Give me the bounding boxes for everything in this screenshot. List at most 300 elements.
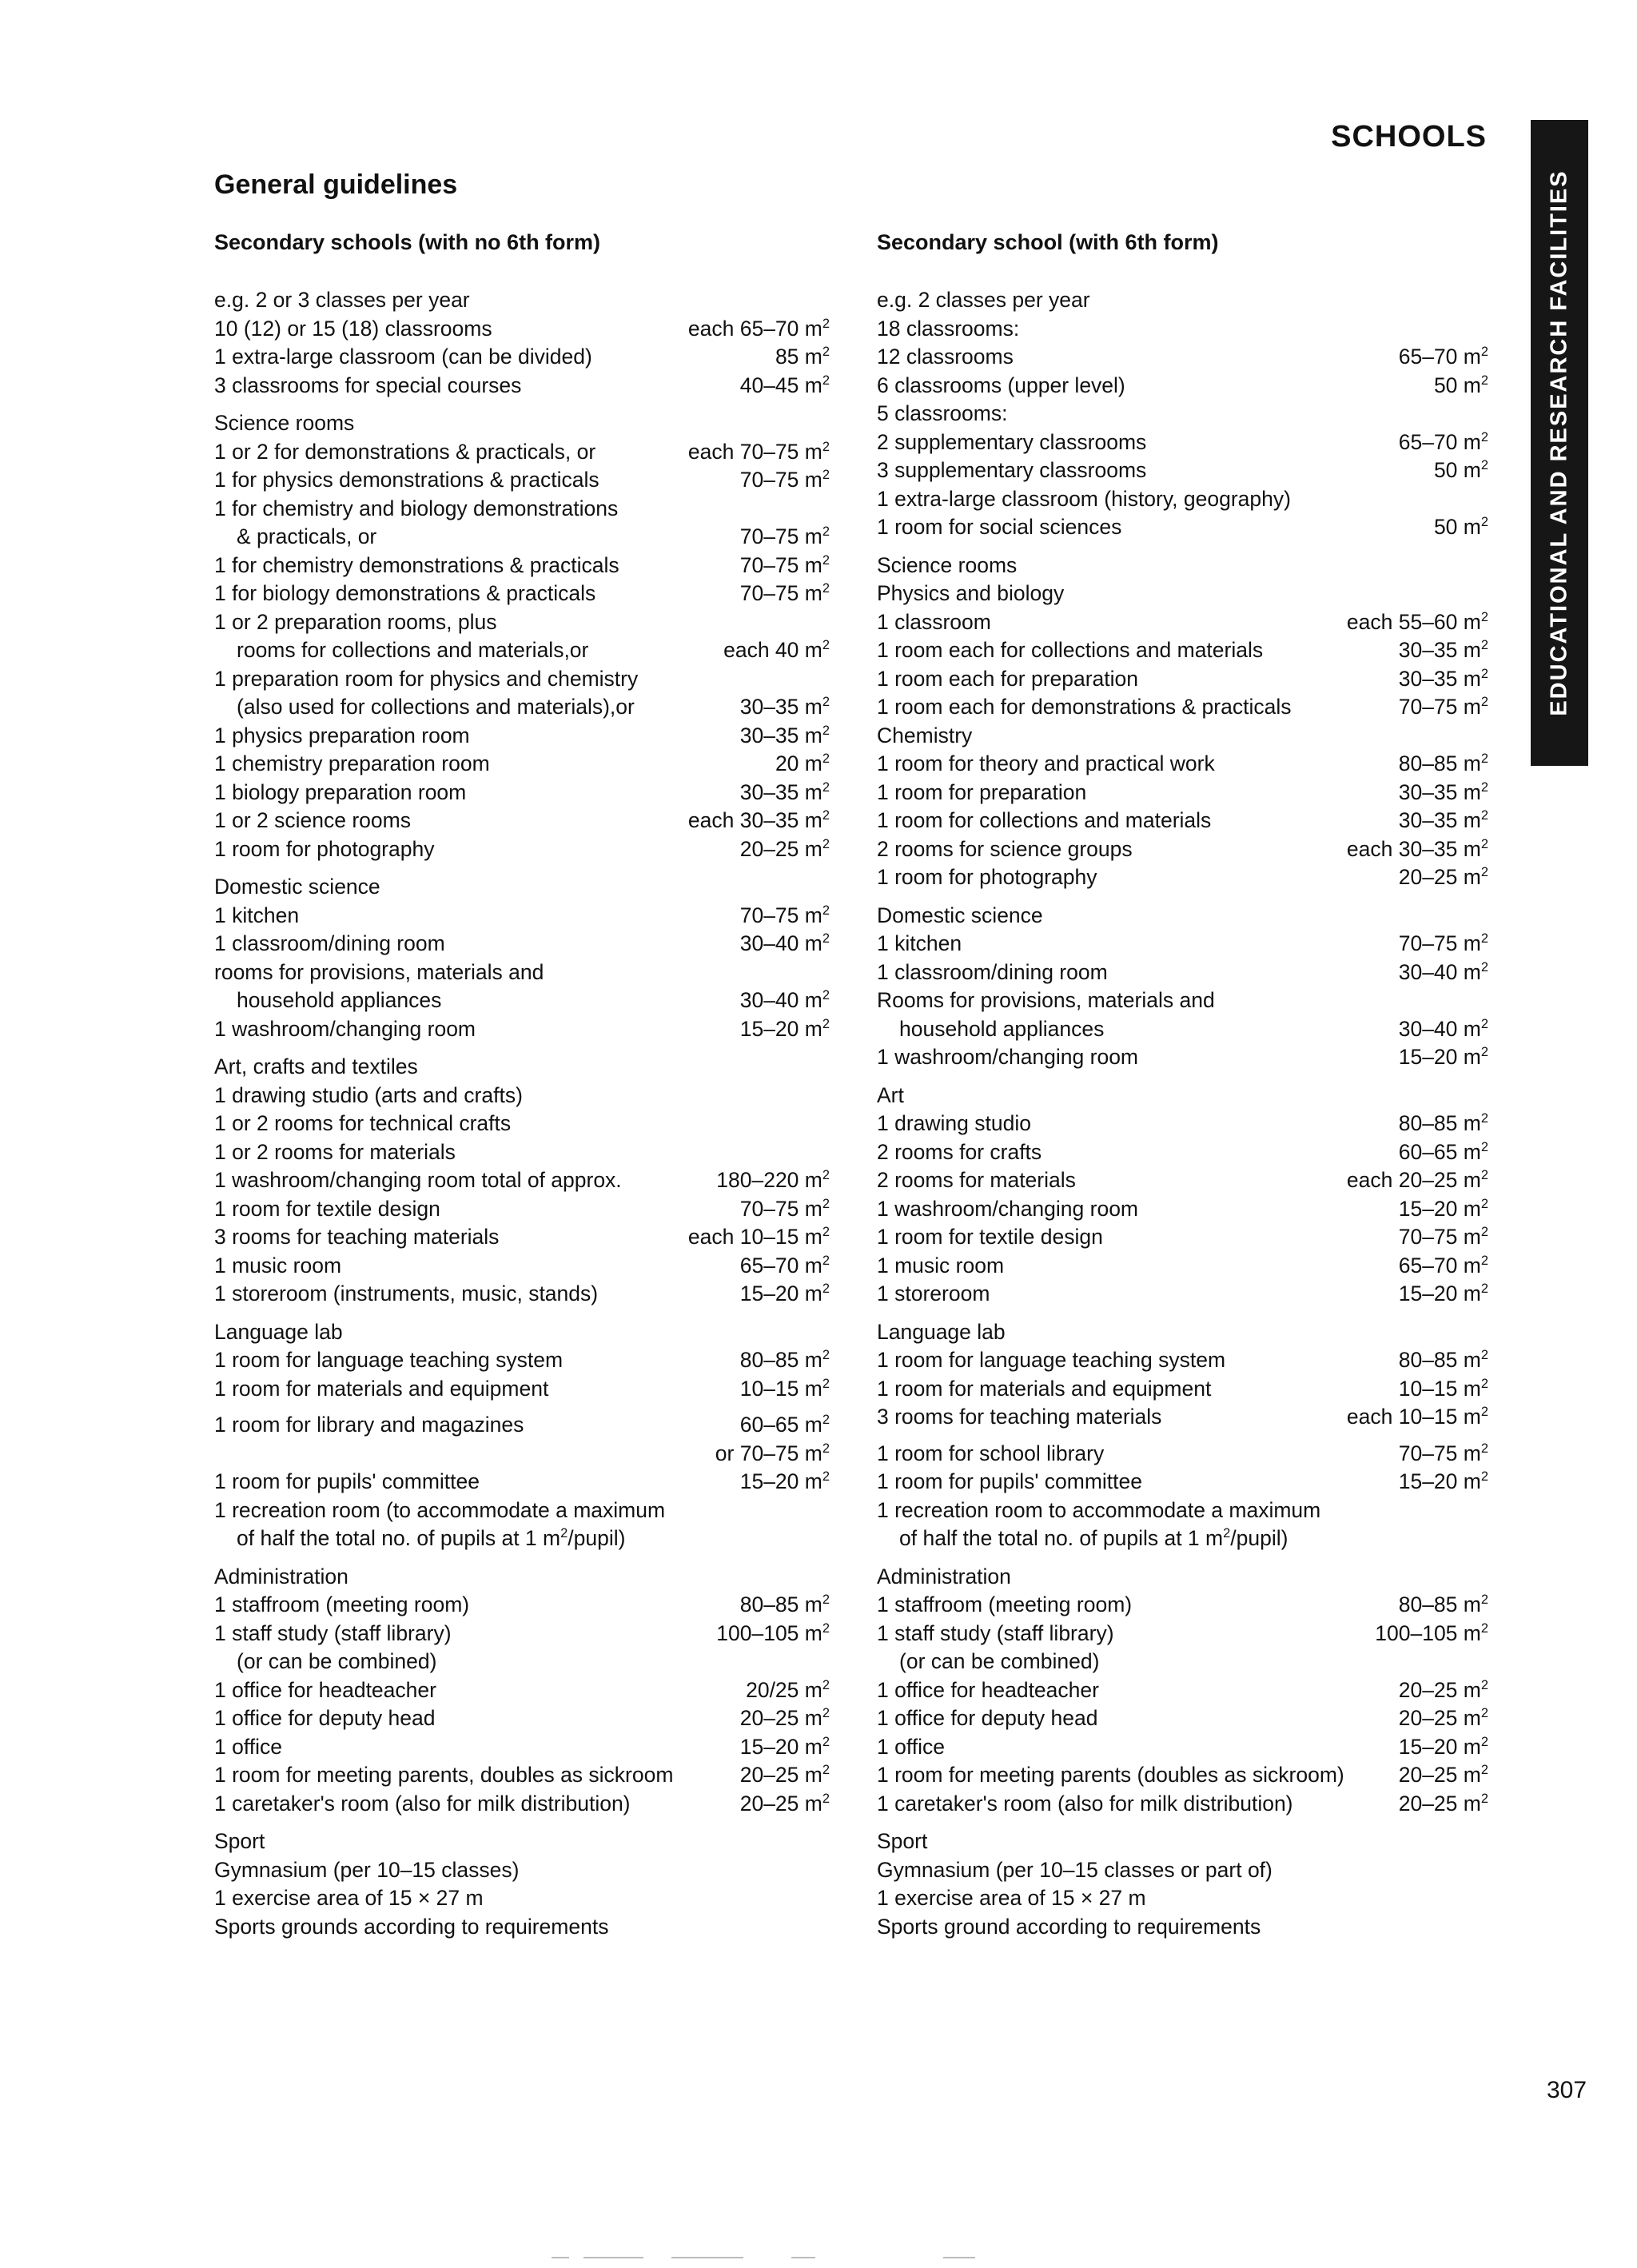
guideline-row [214,1525,830,1553]
area-value: 20–25 $m^2$ [1398,1763,1488,1787]
room-label: 1 for chemistry and biology demonstrations [214,496,619,520]
guideline-row [877,1043,1488,1072]
room-label: Rooms for provisions, materials and [877,988,1215,1012]
guideline-row [214,1856,830,1885]
room-label: Sport [214,1829,265,1853]
room-label: Physics and biology [877,581,1065,605]
superscript-two: 2 [1480,373,1488,388]
guideline-row [877,1110,1488,1138]
room-label: 1 kitchen [877,931,962,955]
superscript-two: 2 [822,581,830,596]
guideline-row [214,1761,830,1790]
guideline-row [214,466,830,495]
room-label: Domestic science [214,875,380,899]
guideline-row [877,1761,1488,1790]
room-label: Art [877,1082,904,1107]
superscript-two: 2 [822,751,830,767]
superscript-two: 2 [1480,1620,1488,1636]
superscript-two: 2 [822,723,830,738]
area-value: 80–85 $m^2$ [1398,1592,1488,1616]
guideline-row [214,580,830,608]
room-label: 1 biology preparation room [214,779,467,804]
guideline-row [214,1828,830,1856]
room-label: 1 classroom [877,609,991,634]
guideline-row [877,750,1488,779]
room-label: (or can be combined) [237,1649,437,1673]
superscript-two: 2 [822,468,830,483]
guideline-row [877,485,1488,514]
area-value: 30–35 $m^2$ [1398,779,1488,804]
superscript-two: 2 [1480,865,1488,880]
guideline-row [877,1676,1488,1705]
area-value: 30–40 $m^2$ [1398,1016,1488,1041]
guideline-row [877,1704,1488,1733]
guideline-section [877,1828,1488,1941]
room-label: 1 room for language teaching system [214,1348,564,1372]
area-value: each 70–75 $m^2$ [687,439,830,464]
guideline-row [877,1828,1488,1856]
area-value: 180–220 $m^2$ [716,1168,830,1192]
area-value: 30–35 $m^2$ [739,695,830,719]
area-value: 50 $m^2$ [1433,458,1488,482]
guideline-row [214,409,830,438]
guideline-row [877,1497,1488,1525]
superscript-two: 2 [1480,959,1488,975]
room-label: Administration [214,1564,349,1588]
room-label: 1 for physics demonstrations & practicals [214,468,599,492]
superscript-two: 2 [1480,1791,1488,1806]
room-label: 1 room for meeting parents (doubles as sickroom) [877,1763,1344,1787]
guideline-section [877,1318,1488,1553]
guideline-row [214,1318,830,1347]
room-label: 2 rooms for crafts [877,1139,1042,1164]
guideline-row [214,1110,830,1138]
room-label: 1 room for meeting parents, doubles as sickroom [214,1763,674,1787]
guideline-row [214,1591,830,1620]
guideline-row [214,1676,830,1705]
superscript-two: 2 [1480,1253,1488,1268]
superscript-two: 2 [822,836,830,851]
room-label: 3 rooms for teaching materials [214,1225,500,1249]
guideline-row [214,1223,830,1252]
row-gap [214,1403,830,1411]
superscript-two: 2 [1480,931,1488,947]
guideline-row [877,1563,1488,1592]
area-value: 80–85 $m^2$ [739,1348,830,1372]
area-value: 15–20 $m^2$ [1398,1196,1488,1221]
room-label: 1 kitchen [214,903,300,927]
guideline-section [214,1828,830,1941]
guideline-row [214,1082,830,1110]
guideline-row [214,552,830,580]
superscript-two: 2 [822,903,830,918]
guideline-row [214,372,830,401]
room-label: of half the total no. of pupils at 1 $m^2/pupil$) [899,1526,1288,1550]
area-value: 10–15 $m^2$ [1398,1376,1488,1401]
superscript-two: 2 [1480,638,1488,653]
room-label: 1 staffroom (meeting room) [214,1592,470,1616]
area-value: 15–20 $m^2$ [1398,1469,1488,1493]
room-label: 1 room for school library [877,1441,1105,1465]
guideline-row [214,315,830,344]
room-label: 1 room for social sciences [877,515,1122,539]
room-label: Art, crafts and textiles [214,1054,418,1078]
guideline-row [214,1884,830,1913]
guideline-row [214,636,830,665]
room-label: 1 storeroom [877,1281,990,1305]
superscript-two: 2 [1480,1016,1488,1031]
superscript-two: 2 [1480,1348,1488,1363]
superscript-two: 2 [560,1526,568,1541]
area-value: 30–35 $m^2$ [739,723,830,747]
superscript-two: 2 [822,1376,830,1391]
room-label: 1 office for deputy head [214,1706,436,1730]
guideline-row [214,1166,830,1195]
guideline-row [877,959,1488,987]
area-value: each 55–60 $m^2$ [1346,609,1488,634]
room-label: 1 extra-large classroom (can be divided) [214,345,592,369]
room-label: 6 classrooms (upper level) [877,373,1125,397]
superscript-two: 2 [1480,1111,1488,1126]
area-value: 20–25 $m^2$ [739,1706,830,1730]
room-label: 1 room each for demonstrations & practicals [877,695,1292,719]
area-value: 70–75 $m^2$ [739,524,830,548]
area-value: 65–70 $m^2$ [1398,1253,1488,1277]
room-label: 1 or 2 rooms for technical crafts [214,1111,512,1135]
guideline-section [214,873,830,1043]
room-label: Sports ground according to requirements [877,1914,1261,1939]
room-label: 1 room for materials and equipment [214,1376,549,1401]
superscript-two: 2 [822,1281,830,1297]
area-value: 65–70 $m^2$ [1398,345,1488,369]
superscript-two: 2 [822,1763,830,1778]
guideline-row [214,779,830,807]
superscript-two: 2 [1480,1734,1488,1749]
guideline-row [877,1403,1488,1432]
superscript-two: 2 [1480,836,1488,851]
room-label: 1 staff study (staff library) [214,1620,452,1645]
room-label: 2 rooms for science groups [877,836,1133,861]
guideline-row [877,608,1488,637]
room-label: 1 office for headteacher [877,1677,1099,1702]
area-value: 70–75 $m^2$ [1398,695,1488,719]
room-label: e.g. 2 or 3 classes per year [214,288,470,312]
superscript-two: 2 [1480,1196,1488,1211]
guideline-row [214,1733,830,1762]
superscript-two: 2 [822,1734,830,1749]
area-value: 15–20 $m^2$ [739,1016,830,1041]
guideline-section [214,1563,830,1819]
guideline-row [877,456,1488,485]
area-value: each 30–35 $m^2$ [687,808,830,832]
guideline-row [877,1790,1488,1819]
guideline-row [877,1346,1488,1375]
room-label: 1 storeroom (instruments, music, stands) [214,1281,599,1305]
area-value: 20 $m^2$ [775,751,830,775]
area-value: 30–40 $m^2$ [739,988,830,1012]
superscript-two: 2 [822,1706,830,1721]
superscript-two: 2 [1223,1526,1231,1541]
guideline-row [877,513,1488,542]
area-value: 15–20 $m^2$ [1398,1045,1488,1069]
area-value: each 10–15 $m^2$ [687,1225,830,1249]
room-label: 1 washroom/changing room total of approx. [214,1168,622,1192]
room-label: 1 preparation room for physics and chemistry [214,666,639,691]
superscript-two: 2 [822,1348,830,1363]
room-label: 1 room for photography [214,836,435,861]
area-value: 50 $m^2$ [1433,515,1488,539]
guideline-section [214,1053,830,1309]
superscript-two: 2 [1480,1139,1488,1154]
guideline-row [214,1346,830,1375]
room-label: 1 extra-large classroom (history, geography) [877,486,1291,511]
superscript-two: 2 [1480,345,1488,360]
guideline-row [877,693,1488,722]
area-value: 50 $m^2$ [1433,373,1488,397]
guideline-row [877,372,1488,401]
superscript-two: 2 [1480,1592,1488,1608]
guideline-row [214,987,830,1015]
area-value: 30–35 $m^2$ [1398,666,1488,691]
room-label: Domestic science [877,903,1043,927]
right-column-title: Secondary school (with 6th form) [877,230,1219,254]
room-label: 1 room each for collections and materials [877,638,1264,662]
room-label: 1 music room [214,1253,342,1277]
room-label: 1 exercise area of 15 × 27 m [877,1886,1146,1910]
superscript-two: 2 [1480,1469,1488,1485]
guideline-row [877,1280,1488,1309]
guideline-row [214,1411,830,1440]
superscript-two: 2 [822,808,830,823]
room-label: Science rooms [214,411,355,435]
superscript-two: 2 [822,1677,830,1692]
superscript-two: 2 [1480,609,1488,624]
room-label: & practicals, or [237,524,377,548]
area-value: 70–75 $m^2$ [739,552,830,577]
area-value: 20–25 $m^2$ [1398,1677,1488,1702]
area-value: 65–70 $m^2$ [1398,429,1488,454]
guideline-row [877,807,1488,835]
room-label: 1 room for library and magazines [214,1413,524,1437]
guideline-section [214,286,830,400]
area-value: each 65–70 $m^2$ [687,316,830,341]
guideline-row [214,1015,830,1044]
room-label: 1 caretaker's room (also for milk distribution) [877,1791,1293,1816]
superscript-two: 2 [822,345,830,360]
superscript-two: 2 [822,1469,830,1485]
guideline-row [214,1704,830,1733]
guideline-row [214,343,830,372]
area-value: 70–75 $m^2$ [1398,931,1488,955]
superscript-two: 2 [1480,1677,1488,1692]
guideline-row [877,343,1488,372]
guideline-row [214,902,830,931]
room-label: rooms for provisions, materials and [214,959,544,984]
area-value: 20–25 $m^2$ [739,1763,830,1787]
superscript-two: 2 [822,1441,830,1456]
superscript-two: 2 [822,695,830,710]
guideline-row [877,1468,1488,1497]
area-value: 70–75 $m^2$ [739,903,830,927]
area-value: 15–20 $m^2$ [1398,1281,1488,1305]
guideline-row [214,1280,830,1309]
room-label: (or can be combined) [899,1649,1100,1673]
guideline-row [877,902,1488,931]
guideline-row [877,1884,1488,1913]
area-value: 15–20 $m^2$ [739,1281,830,1305]
area-value: 20–25 $m^2$ [1398,1791,1488,1816]
guideline-row [877,1591,1488,1620]
page-number: 307 [1547,2077,1587,2103]
superscript-two: 2 [822,779,830,795]
superscript-two: 2 [822,524,830,540]
guideline-row [214,1440,830,1469]
guideline-section [877,286,1488,542]
room-label: 1 exercise area of 15 × 27 m [214,1886,484,1910]
room-label: 10 (12) or 15 (18) classrooms [214,316,492,341]
guideline-row [877,428,1488,457]
area-value: 80–85 $m^2$ [1398,1348,1488,1372]
area-value: 60–65 $m^2$ [739,1413,830,1437]
right-column-sections [877,286,1488,1941]
room-label: 1 classroom/dining room [214,931,445,955]
area-value: 80–85 $m^2$ [739,1592,830,1616]
guideline-row [877,1138,1488,1167]
guideline-row [214,438,830,467]
room-label: Sports grounds according to requirements [214,1914,609,1939]
guideline-row [877,1856,1488,1885]
guideline-row [214,750,830,779]
area-value: 100–105 $m^2$ [1375,1620,1488,1645]
guideline-row [877,1082,1488,1110]
room-label: 5 classrooms: [877,401,1008,425]
superscript-two: 2 [822,1592,830,1608]
guideline-row [877,665,1488,694]
room-label: 1 office [877,1734,945,1759]
superscript-two: 2 [1480,751,1488,767]
area-value: 70–75 $m^2$ [739,581,830,605]
room-label: 1 room for language teaching system [877,1348,1226,1372]
guideline-row [877,1733,1488,1762]
guideline-row [877,987,1488,1015]
superscript-two: 2 [822,316,830,331]
area-value: 15–20 $m^2$ [1398,1734,1488,1759]
room-label: e.g. 2 classes per year [877,288,1090,312]
guideline-row [214,665,830,694]
room-label: 1 music room [877,1253,1005,1277]
room-label: rooms for collections and materials,or [237,638,589,662]
superscript-two: 2 [1480,429,1488,444]
area-value: 70–75 $m^2$ [1398,1441,1488,1465]
room-label: 1 recreation room to accommodate a maximum [877,1497,1321,1522]
room-label: 1 room for collections and materials [877,808,1212,832]
guideline-row [214,1252,830,1281]
area-value: or 70–75 $m^2$ [715,1441,830,1465]
area-value: 20/25 $m^2$ [746,1677,830,1702]
area-value: 70–75 $m^2$ [1398,1225,1488,1249]
superscript-two: 2 [1480,1441,1488,1456]
superscript-two: 2 [822,1791,830,1806]
room-label: 1 washroom/changing room [877,1196,1139,1221]
superscript-two: 2 [1480,1706,1488,1721]
guideline-row [214,807,830,835]
scan-artifact-marks [552,2256,999,2259]
area-value: each 10–15 $m^2$ [1346,1405,1488,1429]
area-value: 70–75 $m^2$ [739,1196,830,1221]
page-header-title: SCHOOLS [1331,120,1487,153]
room-label: of half the total no. of pupils at 1 $m^2/pupil$) [237,1526,626,1550]
room-label: 1 room for textile design [214,1196,440,1221]
room-label: 1 staffroom (meeting room) [877,1592,1133,1616]
room-label: 1 room for theory and practical work [877,751,1215,775]
guideline-row [877,1195,1488,1224]
guideline-row [214,495,830,524]
guideline-row [877,930,1488,959]
superscript-two: 2 [1480,779,1488,795]
side-tab-label: EDUCATIONAL AND RESEARCH FACILITIES [1546,169,1572,716]
guideline-row [214,523,830,552]
guideline-row [214,1375,830,1404]
room-label: Gymnasium (per 10–15 classes or part of) [877,1857,1273,1882]
room-label: 1 office [214,1734,282,1759]
room-label: 1 for chemistry demonstrations & practicals [214,552,619,577]
guideline-row [214,286,830,315]
guideline-row [877,1375,1488,1404]
guideline-row [877,315,1488,344]
guideline-section [877,1082,1488,1309]
superscript-two: 2 [822,373,830,388]
room-label: 1 or 2 rooms for materials [214,1139,456,1164]
area-value: 10–15 $m^2$ [739,1376,830,1401]
area-value: each 20–25 $m^2$ [1346,1168,1488,1192]
superscript-two: 2 [822,1016,830,1031]
room-label: 1 staff study (staff library) [877,1620,1114,1645]
guideline-section [214,1318,830,1553]
room-label: 1 or 2 for demonstrations & practicals, or [214,439,596,464]
guideline-row [877,1525,1488,1553]
room-label: 12 classrooms [877,345,1014,369]
guideline-row [877,400,1488,428]
room-label: 1 room for materials and equipment [877,1376,1212,1401]
left-column [214,230,830,1951]
guideline-row [877,835,1488,864]
guideline-row [214,1497,830,1525]
room-label: 1 room for pupils' committee [877,1469,1143,1493]
guideline-row [877,1648,1488,1676]
room-label: 3 classrooms for special courses [214,373,522,397]
area-value: 30–35 $m^2$ [739,779,830,804]
guideline-row [214,959,830,987]
guideline-row [877,636,1488,665]
area-value: 80–85 $m^2$ [1398,1111,1488,1135]
superscript-two: 2 [1480,1045,1488,1060]
superscript-two: 2 [822,1413,830,1428]
guideline-row [877,1318,1488,1347]
right-column [877,230,1488,1951]
superscript-two: 2 [1480,666,1488,681]
guideline-row [214,1053,830,1082]
area-value: 85 $m^2$ [775,345,830,369]
area-value: 30–35 $m^2$ [1398,808,1488,832]
area-value: 30–40 $m^2$ [1398,959,1488,984]
guideline-row [214,1620,830,1648]
superscript-two: 2 [1480,1763,1488,1778]
superscript-two: 2 [822,1196,830,1211]
area-value: 65–70 $m^2$ [739,1253,830,1277]
guideline-row [214,1913,830,1942]
room-label: 1 room for pupils' committee [214,1469,480,1493]
guideline-section [877,1563,1488,1819]
